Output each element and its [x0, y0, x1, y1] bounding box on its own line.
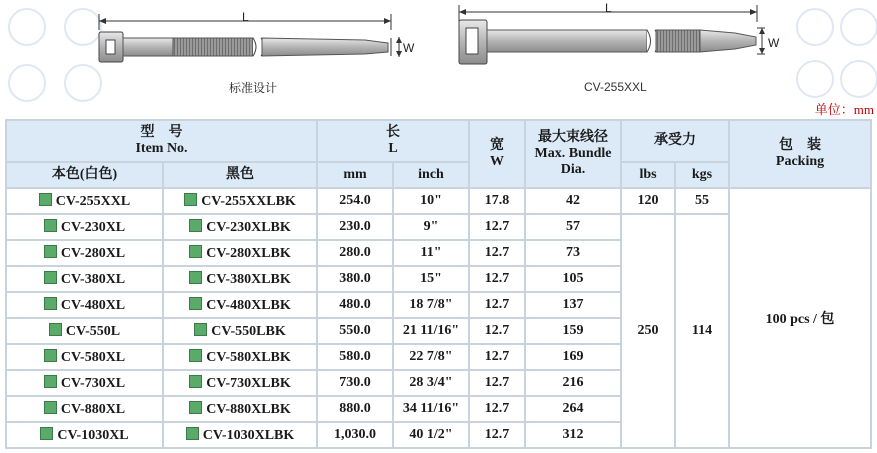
black-model-cell: [164, 267, 316, 291]
tensile-kgs-cell-text: 114: [691, 323, 713, 338]
color-swatch-icon: [40, 427, 53, 440]
packing-header: [730, 121, 870, 187]
length-mm-cell-text: 230.0: [339, 219, 371, 234]
bundle-dia-cell: [526, 189, 620, 213]
bundle-dia-cell-text: 312: [562, 427, 584, 442]
left-width-label: W: [403, 41, 415, 55]
color-swatch-icon: [189, 297, 202, 310]
width-cell: [470, 423, 524, 447]
black-model-text: CV-580XLBK: [206, 349, 291, 365]
tensile-lbs-cell: [622, 189, 674, 213]
natural-model-text: CV-730XL: [60, 375, 126, 391]
kgs-header: kgs: [676, 163, 728, 187]
width-header-zh: 宽: [490, 138, 505, 153]
natural-model-text: CV-550L: [65, 323, 121, 339]
natural-model-cell: [7, 215, 162, 239]
natural-model-cell: [7, 319, 162, 343]
tensile-kgs-cell-text: 55: [695, 193, 710, 208]
bundle-dia-cell-text: 159: [562, 323, 584, 338]
width-cell: [470, 293, 524, 317]
natural-model-text: CV-880XL: [60, 401, 126, 417]
length-inch-cell: [394, 423, 468, 447]
tensile-kgs-cell: [676, 215, 728, 447]
tensile-lbs-cell-text: 120: [637, 193, 659, 208]
black-model-text: CV-255XXLBK: [201, 193, 296, 209]
length-inch-cell-text: 40 1/2": [409, 427, 453, 442]
width-cell-text: 12.7: [484, 219, 510, 234]
packing-cell: [730, 189, 870, 447]
spec-table: [5, 119, 872, 449]
length-mm-cell-text: 550.0: [339, 323, 371, 338]
color-swatch-icon: [44, 245, 57, 258]
bundle-header: [526, 121, 620, 187]
length-inch-cell-text: 34 11/16": [402, 401, 460, 416]
natural-model-text: CV-230XL: [60, 219, 126, 235]
width-cell: [470, 371, 524, 395]
length-mm-cell-text: 280.0: [339, 245, 371, 260]
black-model-text: CV-230XLBK: [206, 219, 291, 235]
black-color-header: 黑色: [164, 163, 316, 187]
bundle-dia-cell-text: 73: [566, 245, 581, 260]
black-model-text: CV-280XLBK: [206, 245, 291, 261]
length-inch-cell: [394, 267, 468, 291]
black-model-text: CV-880XLBK: [206, 401, 291, 417]
length-inch-cell-text: 28 3/4": [409, 375, 453, 390]
length-header: [318, 121, 468, 161]
width-cell-text: 12.7: [484, 271, 510, 286]
black-model-cell: [164, 397, 316, 421]
left-caption: 标准设计: [229, 81, 278, 95]
natural-model-cell: [7, 345, 162, 369]
right-width-label: W: [768, 36, 780, 50]
natural-model-cell: [7, 189, 162, 213]
natural-model-text: CV-255XXL: [55, 193, 131, 209]
color-swatch-icon: [44, 375, 57, 388]
color-swatch-icon: [44, 219, 57, 232]
length-mm-cell: [318, 423, 392, 447]
black-model-cell: [164, 423, 316, 447]
width-cell: [470, 215, 524, 239]
black-model-cell: [164, 215, 316, 239]
bundle-dia-cell: [526, 345, 620, 369]
width-cell-text: 12.7: [484, 349, 510, 364]
color-swatch-icon: [49, 323, 62, 336]
length-mm-cell: [318, 397, 392, 421]
bundle-dia-cell: [526, 215, 620, 239]
black-model-cell: [164, 345, 316, 369]
bundle-dia-cell-text: 216: [562, 375, 584, 390]
black-model-cell: [164, 319, 316, 343]
length-inch-cell-text: 9": [423, 219, 439, 234]
bundle-dia-cell-text: 42: [566, 193, 581, 208]
length-mm-cell: [318, 215, 392, 239]
bundle-header-en2: Dia.: [560, 162, 586, 177]
length-inch-cell: [394, 293, 468, 317]
natural-model-text: CV-280XL: [60, 245, 126, 261]
color-swatch-icon: [186, 427, 199, 440]
width-cell: [470, 241, 524, 265]
natural-model-text: CV-1030XL: [57, 427, 129, 443]
color-swatch-icon: [194, 323, 207, 336]
bundle-header-zh: 最大束线径: [538, 130, 609, 145]
right-caption: CV-255XXL: [584, 80, 647, 94]
length-mm-cell-text: 1,030.0: [334, 427, 377, 442]
width-cell-text: 12.7: [484, 427, 510, 442]
black-model-text: CV-1030XLBK: [202, 427, 295, 443]
color-swatch-icon: [39, 193, 52, 206]
length-mm-cell-text: 580.0: [339, 349, 371, 364]
cv255xxl-tie-drawing: [459, 5, 765, 64]
length-mm-cell-text: 880.0: [339, 401, 371, 416]
length-inch-cell: [394, 345, 468, 369]
color-swatch-icon: [189, 375, 202, 388]
width-header: [470, 121, 524, 187]
length-inch-cell: [394, 215, 468, 239]
bundle-dia-cell: [526, 241, 620, 265]
bundle-dia-cell: [526, 371, 620, 395]
length-inch-cell-text: 11": [420, 245, 442, 260]
unit-note: 单位：mm: [814, 102, 874, 117]
width-cell: [470, 319, 524, 343]
bundle-dia-cell: [526, 319, 620, 343]
black-model-text: CV-480XLBK: [206, 297, 291, 313]
header-row: [7, 121, 870, 161]
packing-cell-text: 100 pcs / 包: [765, 312, 835, 327]
tensile-kgs-cell: [676, 189, 728, 213]
length-inch-cell: [394, 241, 468, 265]
length-mm-cell-text: 480.0: [339, 297, 371, 312]
natural-model-cell: [7, 371, 162, 395]
bundle-dia-cell-text: 137: [562, 297, 584, 312]
natural-color-header: 本色(白色): [7, 163, 162, 187]
black-model-text: CV-550LBK: [211, 323, 286, 339]
color-swatch-icon: [44, 401, 57, 414]
length-mm-cell: [318, 267, 392, 291]
color-swatch-icon: [189, 401, 202, 414]
width-cell-text: 12.7: [484, 297, 510, 312]
length-mm-cell-text: 254.0: [339, 193, 371, 208]
lbs-header: lbs: [622, 163, 674, 187]
length-inch-cell-text: 22 7/8": [409, 349, 453, 364]
width-cell: [470, 345, 524, 369]
length-mm-cell: [318, 319, 392, 343]
length-inch-cell: [394, 371, 468, 395]
mm-header: mm: [318, 163, 392, 187]
black-model-text: CV-730XLBK: [206, 375, 291, 391]
length-inch-cell-text: 21 11/16": [402, 323, 460, 338]
color-swatch-icon: [44, 271, 57, 284]
model-header-zh: 型 号: [140, 125, 183, 140]
table-row: [7, 189, 870, 213]
color-swatch-icon: [184, 193, 197, 206]
length-inch-cell: [394, 397, 468, 421]
inch-header: inch: [394, 163, 468, 187]
width-cell-text: 12.7: [484, 245, 510, 260]
bundle-dia-cell-text: 57: [566, 219, 581, 234]
length-mm-cell: [318, 345, 392, 369]
right-length-label: L: [605, 1, 612, 15]
tensile-lbs-cell-text: 250: [637, 323, 659, 338]
cable-tie-drawings: [0, 0, 877, 110]
black-model-cell: [164, 371, 316, 395]
bundle-dia-cell: [526, 293, 620, 317]
bundle-dia-cell: [526, 397, 620, 421]
model-header-en: Item No.: [135, 141, 188, 156]
length-header-zh: 长: [386, 125, 401, 140]
bundle-dia-cell-text: 264: [562, 401, 584, 416]
length-mm-cell: [318, 293, 392, 317]
length-inch-cell-text: 10": [420, 193, 442, 208]
color-swatch-icon: [189, 245, 202, 258]
length-inch-cell: [394, 189, 468, 213]
width-cell-text: 17.8: [484, 193, 510, 208]
length-inch-cell: [394, 319, 468, 343]
bundle-header-en1: Max. Bundle: [534, 146, 612, 161]
natural-model-text: CV-580XL: [60, 349, 126, 365]
color-swatch-icon: [189, 349, 202, 362]
length-header-en: L: [388, 141, 398, 156]
natural-model-cell: [7, 241, 162, 265]
black-model-cell: [164, 293, 316, 317]
black-model-cell: [164, 241, 316, 265]
natural-model-cell: [7, 267, 162, 291]
tensile-lbs-cell: [622, 215, 674, 447]
color-swatch-icon: [189, 219, 202, 232]
color-swatch-icon: [44, 297, 57, 310]
bundle-dia-cell: [526, 267, 620, 291]
natural-model-cell: [7, 423, 162, 447]
width-cell: [470, 267, 524, 291]
left-length-label: L: [242, 10, 249, 24]
width-cell: [470, 189, 524, 213]
model-header: [7, 121, 316, 161]
bundle-dia-cell-text: 169: [562, 349, 584, 364]
color-swatch-icon: [189, 271, 202, 284]
length-inch-cell-text: 18 7/8": [409, 297, 453, 312]
width-cell: [470, 397, 524, 421]
natural-model-text: CV-380XL: [60, 271, 126, 287]
packing-header-en: Packing: [775, 154, 825, 169]
black-model-cell: [164, 189, 316, 213]
width-cell-text: 12.7: [484, 323, 510, 338]
width-cell-text: 12.7: [484, 401, 510, 416]
length-inch-cell-text: 15": [420, 271, 442, 286]
color-swatch-icon: [44, 349, 57, 362]
black-model-text: CV-380XLBK: [206, 271, 291, 287]
natural-model-text: CV-480XL: [60, 297, 126, 313]
width-header-en: W: [490, 154, 505, 169]
standard-tie-drawing: [99, 14, 402, 62]
natural-model-cell: [7, 397, 162, 421]
length-mm-cell: [318, 189, 392, 213]
length-mm-cell-text: 730.0: [339, 375, 371, 390]
bundle-dia-cell-text: 105: [562, 271, 584, 286]
natural-model-cell: [7, 293, 162, 317]
length-mm-cell-text: 380.0: [339, 271, 371, 286]
length-mm-cell: [318, 371, 392, 395]
tensile-header: 承受力: [622, 121, 728, 161]
packing-header-zh: 包 装: [779, 138, 821, 153]
length-mm-cell: [318, 241, 392, 265]
width-cell-text: 12.7: [484, 375, 510, 390]
bundle-dia-cell: [526, 423, 620, 447]
